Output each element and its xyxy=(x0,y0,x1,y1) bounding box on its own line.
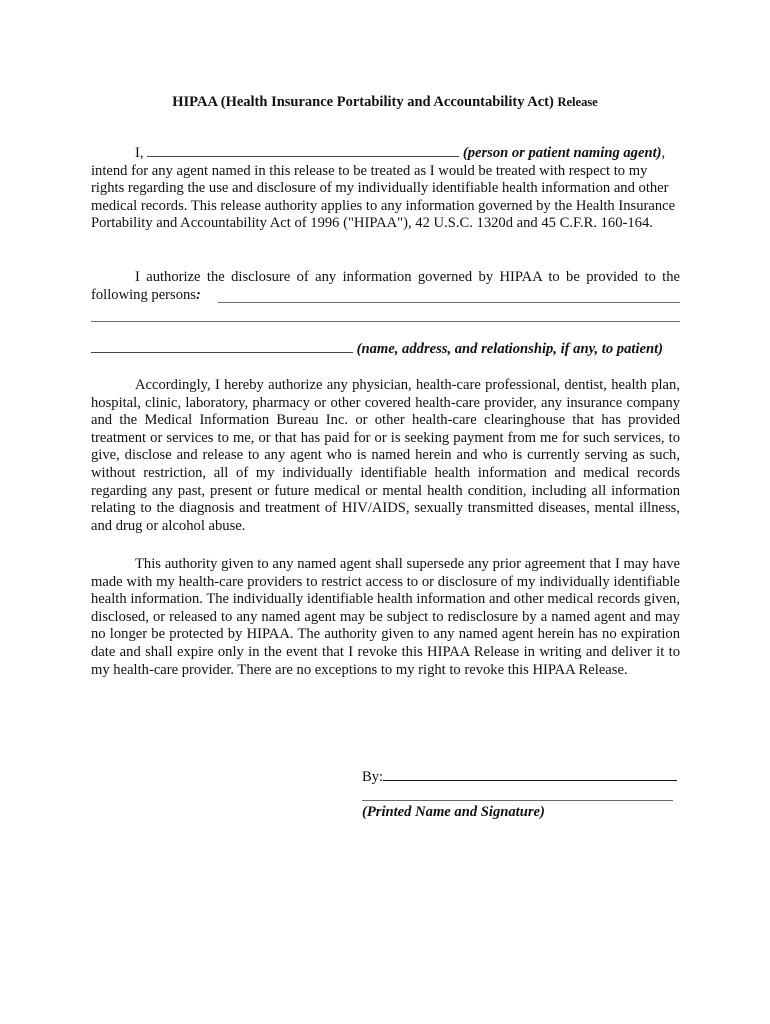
signature-caption: (Printed Name and Signature) xyxy=(362,804,545,820)
agent-paragraph xyxy=(91,144,680,233)
authorization-paragraph xyxy=(91,377,680,535)
disclosure-text: I authorize the disclosure of any information governed by HIPAA to be provided to the following persons xyxy=(91,269,680,303)
signature-field[interactable] xyxy=(383,768,677,781)
agent-intro: I, xyxy=(135,145,144,161)
supersede-text: This authority given to any named agent shall supersede any prior agreement that I may have made with my health-care providers to restrict access to or disclosure of my individually identifiable health information. The individually identifiable health information and other medical records given, disclosed, or released to any named agent may be subject to redisclosure by a named agent and may no longer be protected by HIPAA. The authority given to any named agent herein has no expiration date and shall expire only in the event that I revoke this HIPAA Release in writing and deliver it to my health-care provider. There are no exceptions to my right to revoke this HIPAA Release. xyxy=(91,556,680,678)
agent-caption: (person or patient naming agent) xyxy=(462,145,662,161)
disclosure-colon: : xyxy=(196,286,201,303)
disclosure-paragraph xyxy=(91,269,680,304)
authorization-text: Accordingly, I hereby authorize any physician, health-care professional, dentist, health plan, hospital, clinic, laboratory, pharmacy or other covered health-care provider, any insurance company and the Medical Information Bureau Inc. or other health-care clearinghouse that has provided treatment or services to me, or that has paid for or is seeking payment from me for such services, to give, disclose and release to any agent who is named herein and who is currently serving as such, without restriction, all of my individually identifiable health information and medical records regarding any past, present or future medical or mental health condition, including all information relating to the diagnosis and treatment of HIV/AIDS, sexually transmitted diseases, mental illness, and drug or alcohol abuse. xyxy=(91,377,680,534)
title-suffix: Release xyxy=(557,95,598,109)
signature-by-label: By: xyxy=(362,769,384,785)
printed-name-field[interactable] xyxy=(362,800,673,801)
title-main: HIPAA (Health Insurance Portability and Accountability Act) xyxy=(172,94,554,110)
agent-paragraph-text: , intend for any agent named in this release to be treated as I would be treated with respect to my rights regarding the use and disclosure of my individually identifiable health information and other medical records. This release authority applies to any information governed by the Health Insurance Portability and Accountability Act of 1996 ("HIPAA"), 42 U.S.C. 1320d and 45 C.F.R. 160-164. xyxy=(91,145,676,232)
agent-name-field[interactable] xyxy=(147,144,459,157)
signature-row xyxy=(362,768,677,786)
supersede-paragraph xyxy=(91,556,680,679)
persons-caption: (name, address, and relationship, if any, to patient) xyxy=(356,341,664,357)
persons-field-line-1[interactable] xyxy=(218,302,680,303)
document-title xyxy=(0,94,770,111)
persons-field-line-3-row xyxy=(91,340,680,358)
persons-field-line-3[interactable] xyxy=(91,340,353,353)
persons-field-line-2[interactable] xyxy=(91,321,680,322)
